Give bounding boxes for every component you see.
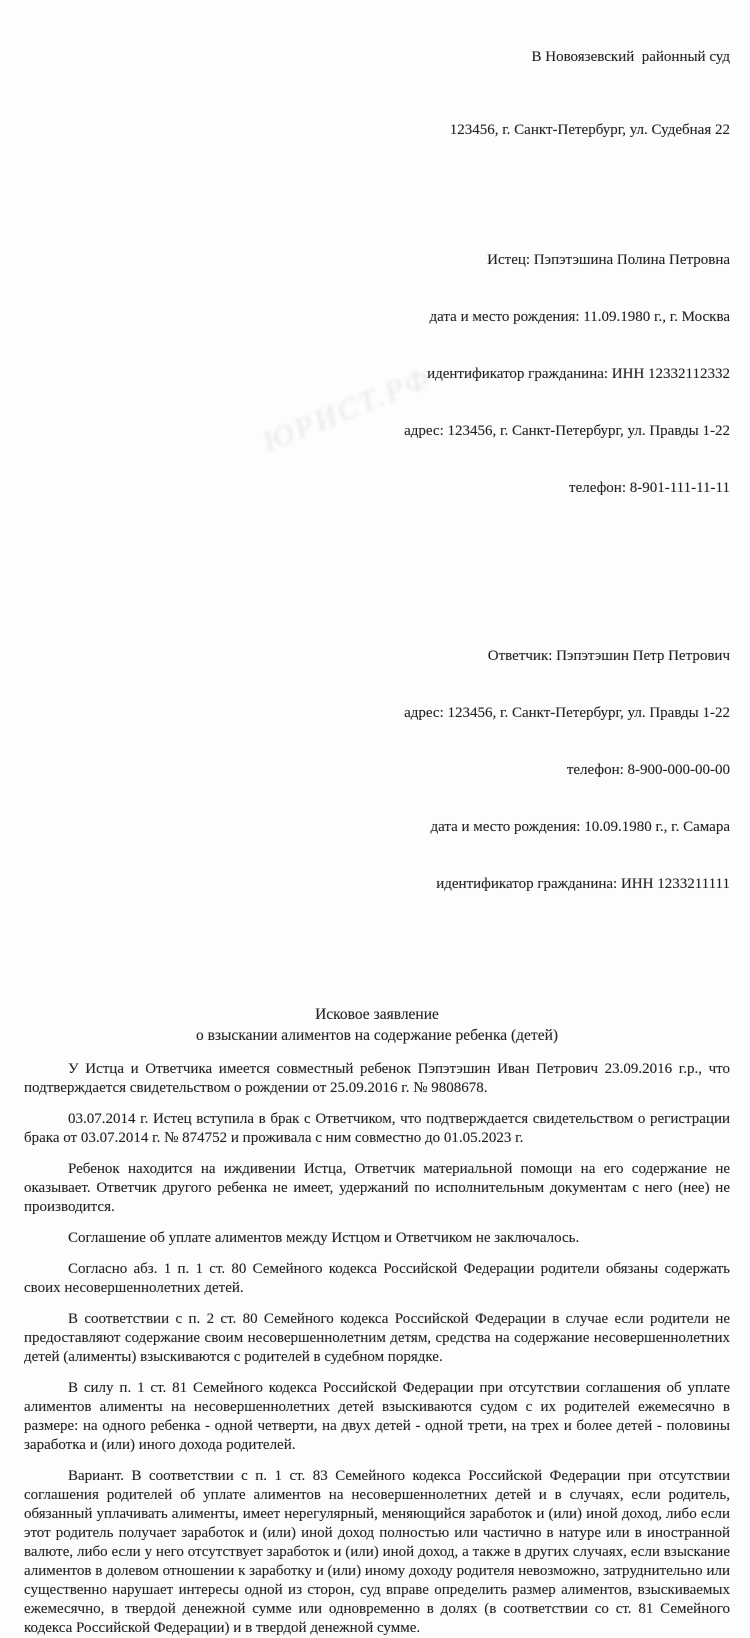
court-name: В Новоязевский районный суд <box>531 49 730 65</box>
document-title <box>24 1004 730 1046</box>
paragraph-child-info: У Истца и Ответчика имеется совместный ребенок Пэпэтэшин Иван Петрович 23.09.2016 г.р., что подтверждается свидетельством о рождении от 25.09.2016 г. № 9808678. <box>24 1061 730 1096</box>
plaintiff-phone-line: телефон: 8-901-111-11-11 <box>569 480 730 496</box>
document-title-line1: Исковое заявление <box>315 1006 439 1023</box>
court-address: 123456, г. Санкт-Петербург, ул. Судебная 22 <box>449 122 730 138</box>
defendant-name-line: Ответчик: Пэпэтэшин Петр Петрович <box>487 648 730 664</box>
paragraph-law-art81: В силу п. 1 ст. 81 Семейного кодекса Российской Федерации при отсутствии соглашения об уплате алиментов алименты на несовершеннолетних детей взыскиваются судом с их родителей ежемесячно в размере: на одного ребенка - одной четверти, на двух детей - одной трети, на трех и более детей - половины заработка и (или) иного дохода родителей. <box>24 1380 730 1453</box>
watermark: ЮРИСТ.РФ <box>258 360 437 459</box>
paragraph-law-art80-p1: Согласно абз. 1 п. 1 ст. 80 Семейного кодекса Российской Федерации родители обязаны содержать своих несовершеннолетних детей. <box>24 1261 730 1296</box>
document-title-line2: о взыскании алиментов на содержание ребенка (детей) <box>195 1027 559 1044</box>
plaintiff-birth-line: дата и место рождения: 11.09.1980 г., г. Москва <box>429 309 730 325</box>
plaintiff-name-line: Истец: Пэпэтэшина Полина Петровна <box>487 252 730 268</box>
defendant-phone-line: телефон: 8-900-000-00-00 <box>566 762 730 778</box>
defendant-block <box>24 609 730 932</box>
plaintiff-block <box>24 213 730 536</box>
document-header <box>24 10 730 970</box>
document-body <box>24 1060 730 1638</box>
defendant-birth-line: дата и место рождения: 10.09.1980 г., г. Самара <box>430 819 730 835</box>
plaintiff-id-line: идентификатор гражданина: ИНН 12332112332 <box>427 366 730 382</box>
paragraph-law-art80-p2: В соответствии с п. 2 ст. 80 Семейного кодекса Российской Федерации в случае если родители не предоставляют содержание своим несовершеннолетним детям, средства на содержание несовершеннолетних детей (алименты) взыскиваются с родителей в судебном порядке. <box>24 1311 730 1365</box>
paragraph-dependency-info: Ребенок находится на иждивении Истца, Ответчик материальной помощи на его содержание не оказывает. Ответчик другого ребенка не имеет, удержаний по исполнительным документам с него (нее) не производится. <box>24 1161 730 1215</box>
paragraph-law-art83-variant: Вариант. В соответствии с п. 1 ст. 83 Семейного кодекса Российской Федерации при отсутствии соглашения родителей об уплате алиментов на несовершеннолетних детей и в случаях, если родитель, обязанный уплачивать алименты, имеет нерегулярный, меняющийся заработок и (или) иной доход, либо если этот родитель получает заработок и (или) иной доход полностью или частично в натуре или в иностранной валюте, либо если у него отсутствует заработок и (или) иной доход, а также в других случаях, если взыскание алиментов в долевом отношении к заработку и (или) иному доходу родителя невозможно, затруднительно или существенно нарушает интересы одной из сторон, суд вправе определить размер алиментов, взыскиваемых ежемесячно, в твердой денежной сумме или одновременно в долях (в соответствии со ст. 81 Семейного кодекса Российской Федерации) и в твердой денежной сумме. <box>24 1468 730 1636</box>
defendant-address-line: адрес: 123456, г. Санкт-Петербург, ул. Правды 1-22 <box>404 705 730 721</box>
paragraph-no-agreement: Соглашение об уплате алиментов между Истцом и Ответчиком не заключалось. <box>68 1230 580 1246</box>
defendant-id-line: идентификатор гражданина: ИНН 1233211111 <box>436 876 730 892</box>
plaintiff-address-line: адрес: 123456, г. Санкт-Петербург, ул. Правды 1-22 <box>404 423 730 439</box>
paragraph-marriage-info: 03.07.2014 г. Истец вступила в брак с Ответчиком, что подтверждается свидетельством о регистрации брака от 03.07.2014 г. № 874752 и проживала с ним совместно до 01.05.2023 г. <box>24 1111 730 1146</box>
